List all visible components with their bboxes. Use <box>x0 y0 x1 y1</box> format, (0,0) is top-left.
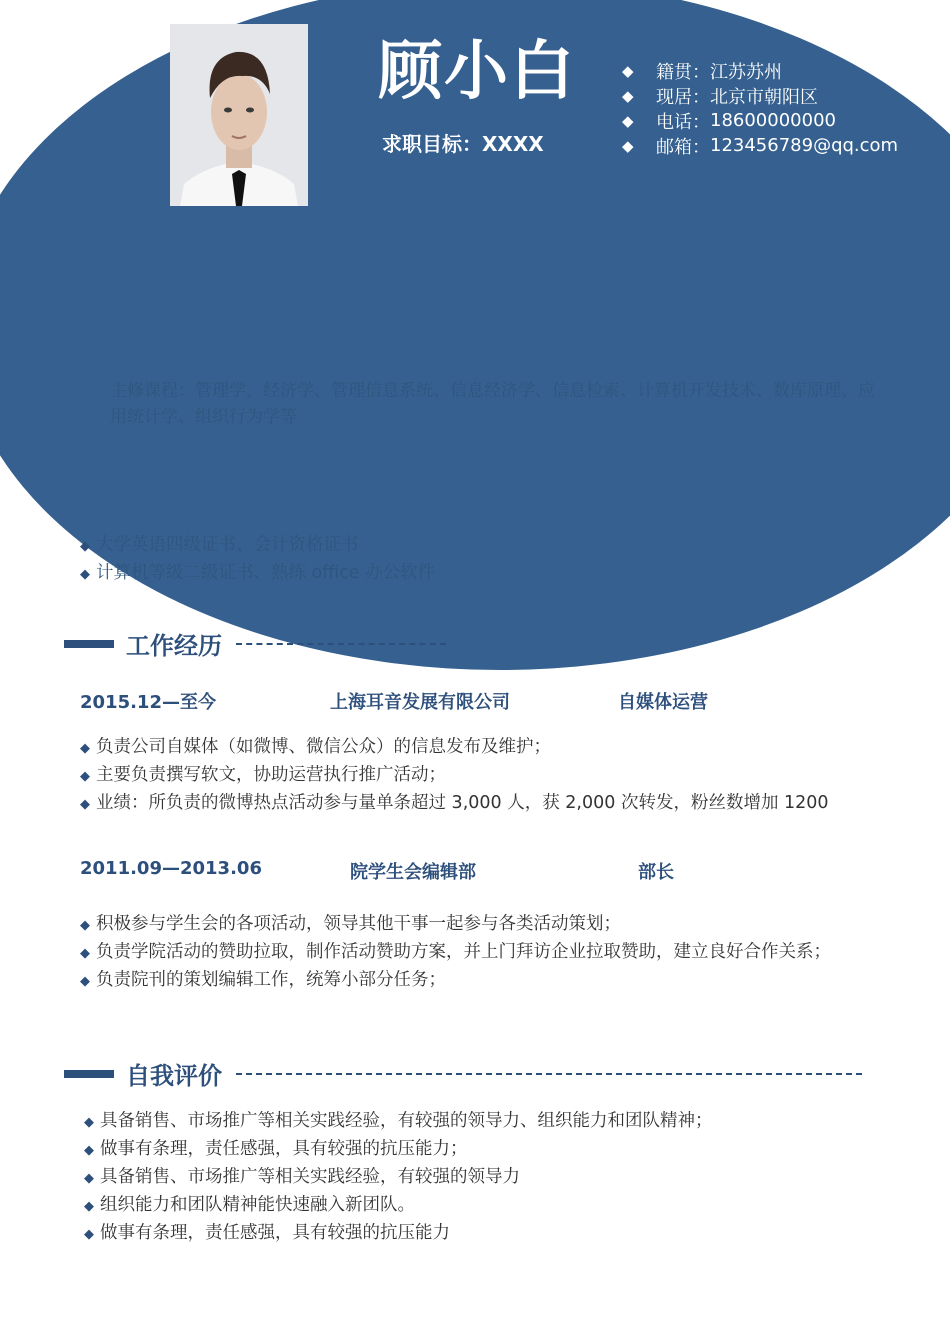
info-label: 现居： <box>656 86 710 108</box>
job-duties <box>80 734 829 818</box>
list-item: ◆ 具备销售、市场推广等相关实践经验，有较强的领导力 <box>84 1167 520 1187</box>
diamond-bullet-icon: ◆ <box>80 974 90 989</box>
diamond-bullet-icon: ◆ <box>622 136 634 155</box>
candidate-name: 顾小白 <box>378 35 576 109</box>
self-eval-list <box>84 1108 713 1248</box>
info-phone <box>622 108 898 133</box>
diamond-bullet-icon: ◆ <box>622 86 634 105</box>
job-period: 2015.12—至今 <box>80 692 216 713</box>
diamond-bullet-icon: ◆ <box>80 567 90 582</box>
avatar <box>170 24 308 206</box>
info-value: 北京市朝阳区 <box>710 86 818 108</box>
contact-info <box>622 58 898 158</box>
list-item: ◆ 大学英语四级证书、会计资格证书 <box>80 535 359 555</box>
info-value: 江苏苏州 <box>710 61 782 83</box>
job-company: 上海耳音发展有限公司 <box>330 692 510 713</box>
info-label: 籍贯： <box>656 61 710 83</box>
diamond-bullet-icon: ◆ <box>80 918 90 933</box>
diamond-bullet-icon: ◆ <box>80 946 90 961</box>
job-duties <box>80 911 831 995</box>
list-item: ◆ 主要负责撰写软文，协助运营执行推广活动； <box>80 765 446 785</box>
info-value: 18600000000 <box>710 110 836 131</box>
diamond-bullet-icon: ◆ <box>84 1143 94 1158</box>
list-item: ◆ 组织能力和团队精神能快速融入新团队。 <box>84 1195 415 1215</box>
list-item: ◆ 计算机等级二级证书、熟练 office 办公软件 <box>80 563 436 583</box>
diamond-bullet-icon: ◆ <box>80 797 90 812</box>
info-label: 邮箱： <box>656 136 710 158</box>
section-title: 工作经历 <box>126 632 222 660</box>
info-label: 电话： <box>656 111 710 133</box>
diamond-bullet-icon: ◆ <box>80 769 90 784</box>
list-item: ◆ 做事有条理，责任感强，具有较强的抗压能力 <box>84 1223 450 1243</box>
section-title: 自我评价 <box>126 1062 222 1090</box>
info-residence <box>622 83 898 108</box>
section-bar <box>64 640 114 648</box>
certificates-list <box>80 532 435 588</box>
diamond-bullet-icon: ◆ <box>622 111 634 130</box>
work-section-header <box>64 626 446 661</box>
info-hometown <box>622 58 898 83</box>
list-item: ◆ 业绩：所负责的微博热点活动参与量单条超过 3,000 人，获 2,000 次转发，粉丝数增加 1200 <box>80 793 829 813</box>
job-goal: 求职目标：XXXX <box>382 132 544 156</box>
diamond-bullet-icon: ◆ <box>80 539 90 554</box>
diamond-bullet-icon: ◆ <box>84 1227 94 1242</box>
job-period: 2011.09—2013.06 <box>80 858 262 879</box>
diamond-bullet-icon: ◆ <box>84 1171 94 1186</box>
list-item: ◆ 负责学院活动的赞助拉取，制作活动赞助方案，并上门拜访企业拉取赞助，建立良好合作关系； <box>80 942 831 962</box>
job-role: 自媒体运营 <box>618 692 708 713</box>
job-company: 院学生会编辑部 <box>350 862 476 883</box>
section-bar <box>64 1070 114 1078</box>
list-item: ◆ 具备销售、市场推广等相关实践经验，有较强的领导力、组织能力和团队精神； <box>84 1111 713 1131</box>
diamond-bullet-icon: ◆ <box>84 1199 94 1214</box>
job-role: 部长 <box>638 862 674 883</box>
list-item: ◆ 积极参与学生会的各项活动，领导其他干事一起参与各类活动策划； <box>80 914 621 934</box>
list-item: ◆ 负责院刊的策划编辑工作，统筹小部分任务； <box>80 970 446 990</box>
diamond-bullet-icon: ◆ <box>80 741 90 756</box>
section-divider <box>236 643 446 645</box>
section-divider <box>236 1073 862 1075</box>
self-eval-section-header <box>64 1056 862 1091</box>
info-value: 123456789@qq.com <box>710 135 899 156</box>
list-item: ◆ 做事有条理，责任感强，具有较强的抗压能力； <box>84 1139 468 1159</box>
info-email <box>622 133 898 158</box>
diamond-bullet-icon: ◆ <box>622 61 634 80</box>
courses-text: 主修课程：管理学、经济学、管理信息系统、信息经济学、信息检索、计算机开发技术、数库原理、应用统计学、组织行为学等 <box>110 381 875 427</box>
diamond-bullet-icon: ◆ <box>84 1115 94 1130</box>
list-item: ◆ 负责公司自媒体（如微博、微信公众）的信息发布及维护； <box>80 737 551 757</box>
